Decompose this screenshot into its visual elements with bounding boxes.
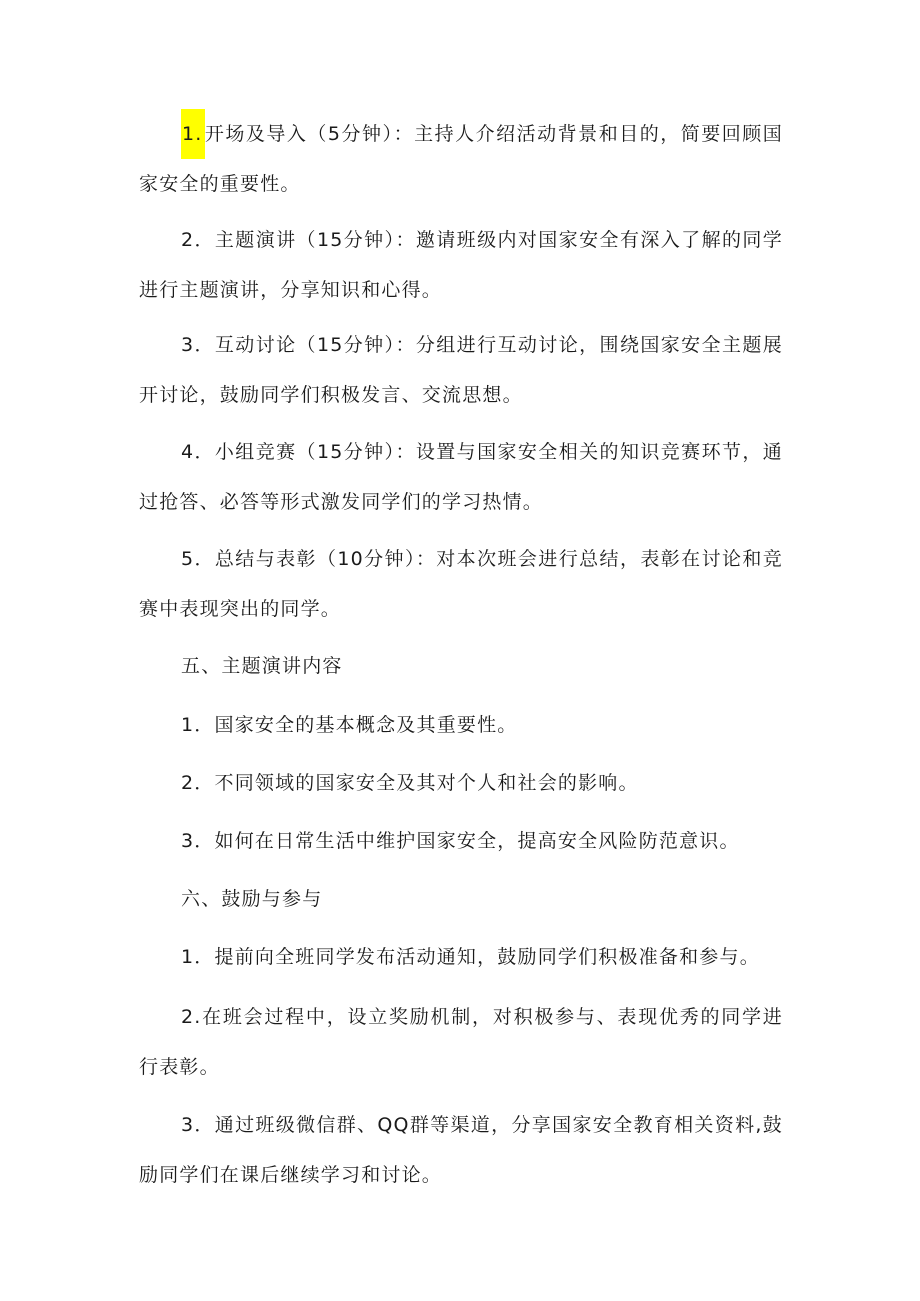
speech-topic-3: 3．如何在日常生活中维护国家安全，提高安全风险防范意识。 [181, 830, 740, 852]
agenda-item-1-text: 开场及导入（5分钟）：主持人介绍活动背景和目的，简要回顾国家安全的重要性。 [139, 123, 783, 195]
participation-item-2: 2.在班会过程中，设立奖励机制，对积极参与、表现优秀的同学进行表彰。 [139, 1006, 783, 1078]
participation-item-1: 1．提前向全班同学发布活动通知，鼓励同学们积极准备和参与。 [181, 946, 760, 968]
highlighted-number: 1. [181, 109, 205, 159]
section-heading-5: 五、主题演讲内容 [181, 655, 343, 677]
agenda-item-5: 5．总结与表彰（10分钟）：对本次班会进行总结，表彰在讨论和竞赛中表现突出的同学。 [139, 548, 783, 620]
agenda-item-1 [139, 109, 783, 209]
participation-item-3: 3．通过班级微信群、QQ群等渠道，分享国家安全教育相关资料,鼓励同学们在课后继续学习和讨论。 [139, 1114, 783, 1186]
speech-topic-2: 2．不同领域的国家安全及其对个人和社会的影响。 [181, 772, 639, 794]
speech-topic-1: 1．国家安全的基本概念及其重要性。 [181, 714, 518, 736]
agenda-item-3: 3．互动讨论（15分钟）：分组进行互动讨论，围绕国家安全主题展开讨论，鼓励同学们积极发言、交流思想。 [139, 334, 783, 406]
section-heading-6: 六、鼓励与参与 [181, 888, 323, 910]
agenda-item-4: 4．小组竞赛（15分钟）：设置与国家安全相关的知识竞赛环节，通过抢答、必答等形式激发同学们的学习热情。 [139, 441, 783, 513]
agenda-item-2: 2．主题演讲（15分钟）：邀请班级内对国家安全有深入了解的同学进行主题演讲，分享知识和心得。 [139, 229, 783, 301]
